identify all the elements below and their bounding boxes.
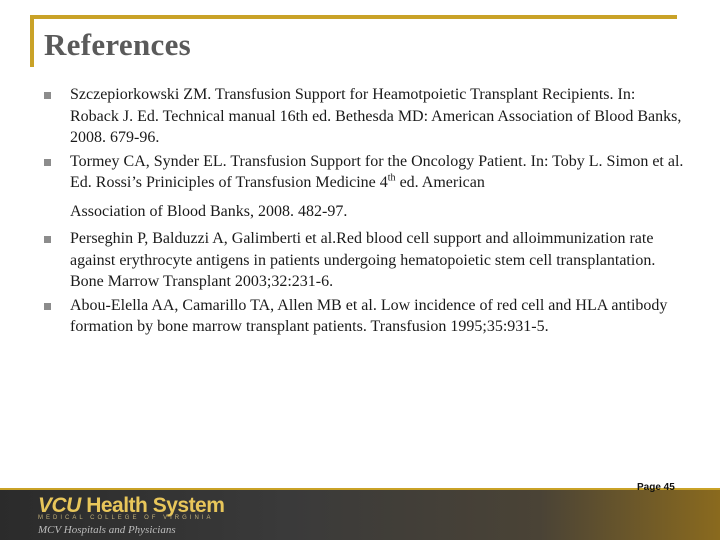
reference-text: Abou-Elella AA, Camarillo TA, Allen MB et al. Low incidence of red cell and HLA antibody formation by bone marrow transplant patients. Transfusion 1995;35:931-5. (70, 296, 668, 335)
list-item (44, 228, 684, 293)
logo-name: Health System (86, 494, 225, 517)
footer-divider (0, 488, 720, 490)
superscript: th (387, 172, 396, 184)
square-bullet-icon (44, 159, 51, 166)
title-frame-top (30, 15, 677, 19)
list-item (44, 295, 684, 338)
reference-text: Perseghin P, Balduzzi A, Galimberti et al.Red blood cell support and alloimmunization rate against erythrocyte antigens in patients undergoing hematopoietic stem cell transplantation. Bone Marrow Transplant 2003;32:231-6. (70, 230, 656, 290)
reference-list (44, 84, 684, 340)
square-bullet-icon (44, 236, 51, 243)
reference-text: ed. American (395, 174, 485, 191)
list-item (44, 151, 684, 201)
reference-text: Szczepiorkowski ZM. Transfusion Support for Heamotpoietic Transplant Recipients. In: Roback J. Ed. Technical manual 16th ed. Bethesda MD: American Association of Blood Banks, 2008. 679-96. (70, 86, 682, 146)
page-number: Page 45 (637, 482, 675, 493)
reference-text: Tormey CA, Synder EL. Transfusion Support for the Oncology Patient. In: Toby L. Simon et al. Ed. Rossi’s Priniciples of Transfusion Medicine 4 (70, 152, 684, 191)
list-item (44, 84, 684, 149)
page-title: References (44, 27, 192, 62)
square-bullet-icon (44, 92, 51, 99)
title-frame-left (30, 15, 34, 67)
square-bullet-icon (44, 303, 51, 310)
logo-subtitle: MCV Hospitals and Physicians (38, 524, 176, 536)
logo-brand: VCU (38, 494, 81, 517)
list-item-continuation (44, 201, 684, 223)
reference-text: Association of Blood Banks, 2008. 482-97. (70, 202, 348, 220)
logo-tagline: MEDICAL COLLEGE OF VIRGINIA (38, 515, 214, 521)
